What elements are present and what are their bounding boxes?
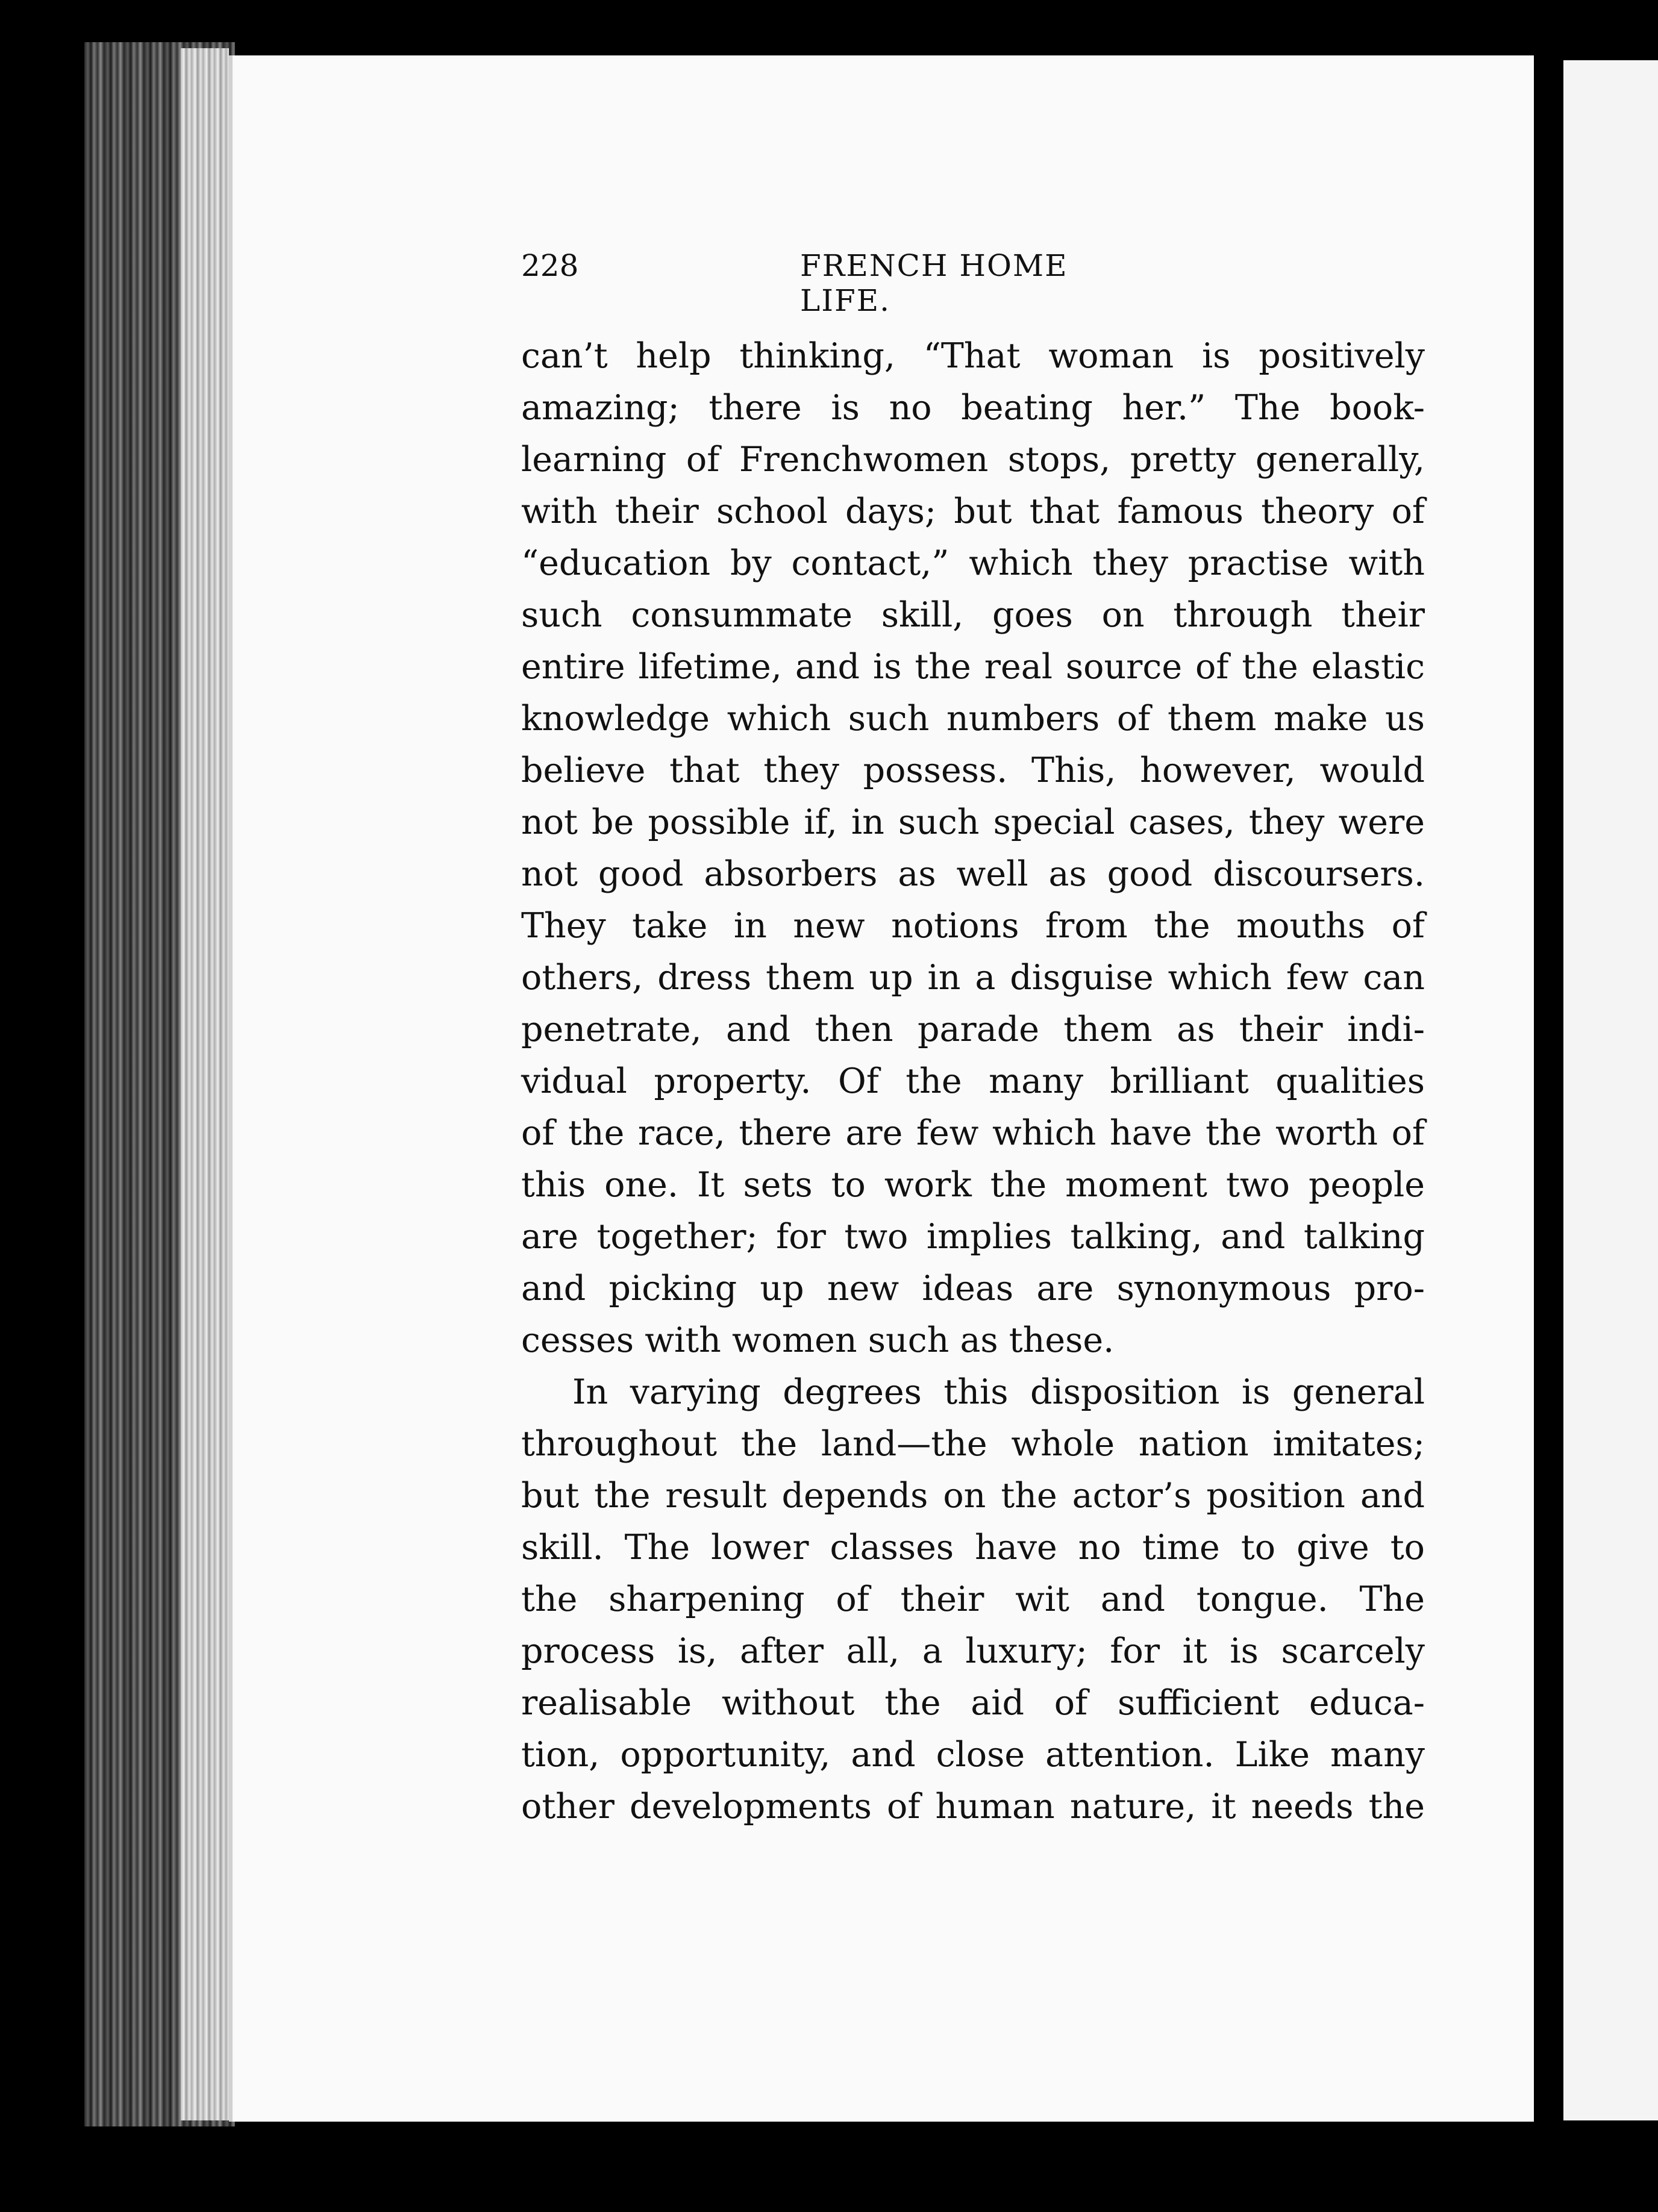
- text-line: entire lifetime, and is the real source of the elastic: [521, 647, 1425, 687]
- text-line: with their school days; but that famous theory of: [521, 492, 1425, 531]
- body-text: [521, 330, 1425, 1832]
- text-line: vidual property. Of the many brilliant qualities: [521, 1061, 1425, 1101]
- text-line: “education by contact,” which they practise with: [521, 543, 1425, 583]
- text-line: In varying degrees this disposition is general: [572, 1372, 1425, 1412]
- text-line: the sharpening of their wit and tongue. The: [521, 1579, 1425, 1619]
- text-line: amazing; there is no beating her.” The book-: [521, 388, 1425, 428]
- paragraph-2: [521, 1366, 1425, 1832]
- text-line: knowledge which such numbers of them make us: [521, 699, 1425, 739]
- text-line: They take in new notions from the mouths of: [521, 906, 1425, 946]
- text-line: are together; for two implies talking, and talking: [521, 1217, 1425, 1257]
- text-line: realisable without the aid of sufficient educa-: [521, 1683, 1425, 1723]
- page-number: 228: [521, 248, 579, 283]
- page-header: [521, 248, 1142, 318]
- text-line: and picking up new ideas are synonymous pro-: [521, 1269, 1425, 1308]
- text-line: not good absorbers as well as good discoursers.: [521, 854, 1425, 894]
- text-line: cesses with women such as these.: [521, 1320, 1115, 1360]
- running-head: FRENCH HOME LIFE.: [800, 248, 1068, 318]
- text-line: but the result depends on the actor’s position and: [521, 1476, 1425, 1516]
- text-line: tion, opportunity, and close attention. Like many: [521, 1735, 1425, 1775]
- text-line: skill. The lower classes have no time to give to: [521, 1528, 1425, 1567]
- text-line: penetrate, and then parade them as their indi-: [521, 1010, 1425, 1049]
- text-line: not be possible if, in such special cases, they were: [521, 802, 1425, 842]
- text-line: believe that they possess. This, however, would: [521, 751, 1425, 790]
- text-line: others, dress them up in a disguise which few can: [521, 958, 1425, 998]
- paragraph-1: [521, 330, 1425, 1366]
- text-line: process is, after all, a luxury; for it is scarcely: [521, 1631, 1425, 1671]
- text-line: this one. It sets to work the moment two people: [521, 1165, 1425, 1205]
- text-line: of the race, there are few which have the worth of: [521, 1113, 1425, 1153]
- text-line: learning of Frenchwomen stops, pretty generally,: [521, 440, 1425, 480]
- text-line: such consummate skill, goes on through their: [521, 595, 1425, 635]
- page-edges-highlight: [181, 48, 229, 2120]
- text-line: other developments of human nature, it needs the: [521, 1787, 1425, 1826]
- text-line: throughout the land—the whole nation imitates;: [521, 1424, 1425, 1464]
- text-line: can’t help thinking, “That woman is positively: [521, 336, 1425, 376]
- facing-page-edge: [1563, 60, 1658, 2120]
